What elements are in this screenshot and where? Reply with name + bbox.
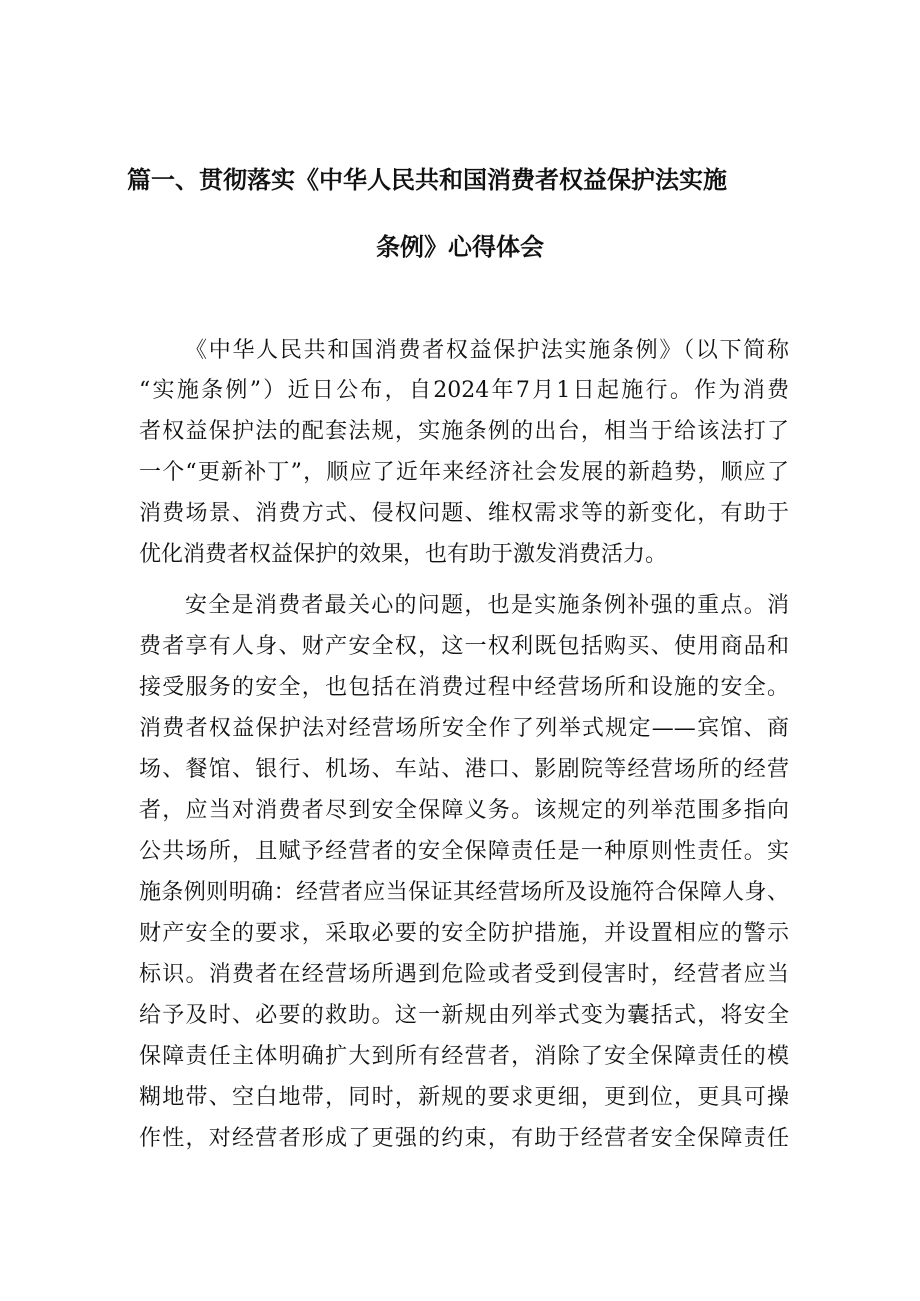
paragraph-2-line-6: 者，应当对消费者尽到安全保障义务。该规定的列举范围多指向 bbox=[139, 798, 789, 823]
paragraph-1-line-1: 《中华人民共和国消费者权益保护法实施条例》（以下简称 bbox=[185, 338, 789, 363]
paragraph-1-line-4: 一个“更新补丁”，顺应了近年来经济社会发展的新趋势，顺应了 bbox=[139, 460, 789, 485]
paragraph-2-line-9: 财产安全的要求，采取必要的安全防护措施，并设置相应的警示 bbox=[139, 921, 789, 946]
paragraph-2-line-4: 消费者权益保护法对经营场所安全作了列举式规定——宾馆、商 bbox=[139, 716, 789, 741]
paragraph-2-line-2: 费者享有人身、财产安全权，这一权利既包括购买、使用商品和 bbox=[139, 634, 789, 659]
paragraph-2-line-12: 保障责任主体明确扩大到所有经营者，消除了安全保障责任的模 bbox=[139, 1044, 789, 1069]
paragraph-1-line-6: 优化消费者权益保护的效果，也有助于激发消费活力。 bbox=[139, 542, 668, 567]
paragraph-2-line-13: 糊地带、空白地带，同时，新规的要求更细，更到位，更具可操 bbox=[139, 1085, 789, 1110]
document-title-line-1: 篇一、贯彻落实《中华人民共和国消费者权益保护法实施 bbox=[127, 166, 727, 194]
paragraph-2-line-1: 安全是消费者最关心的问题，也是实施条例补强的重点。消 bbox=[185, 593, 789, 618]
paragraph-2-line-14: 作性，对经营者形成了更强的约束，有助于经营者安全保障责任 bbox=[139, 1126, 789, 1151]
paragraph-2-line-3: 接受服务的安全，也包括在消费过程中经营场所和设施的安全。 bbox=[139, 675, 789, 700]
paragraph-2-line-7: 公共场所，且赋予经营者的安全保障责任是一种原则性责任。实 bbox=[139, 839, 789, 864]
paragraph-2-line-8: 施条例则明确：经营者应当保证其经营场所及设施符合保障人身、 bbox=[139, 880, 789, 905]
paragraph-1-line-2: “实施条例”）近日公布，自2024年7月1日起施行。作为消费 bbox=[139, 378, 789, 403]
document-title-line-2: 条例》心得体会 bbox=[376, 233, 544, 261]
paragraph-1-line-5: 消费场景、消费方式、侵权问题、维权需求等的新变化，有助于 bbox=[139, 501, 789, 526]
paragraph-2-line-11: 给予及时、必要的救助。这一新规由列举式变为囊括式，将安全 bbox=[139, 1003, 789, 1028]
paragraph-2-line-10: 标识。消费者在经营场所遇到危险或者受到侵害时，经营者应当 bbox=[139, 962, 789, 987]
paragraph-1-line-3: 者权益保护法的配套法规，实施条例的出台，相当于给该法打了 bbox=[139, 419, 789, 444]
paragraph-2-line-5: 场、餐馆、银行、机场、车站、港口、影剧院等经营场所的经营 bbox=[139, 757, 789, 782]
